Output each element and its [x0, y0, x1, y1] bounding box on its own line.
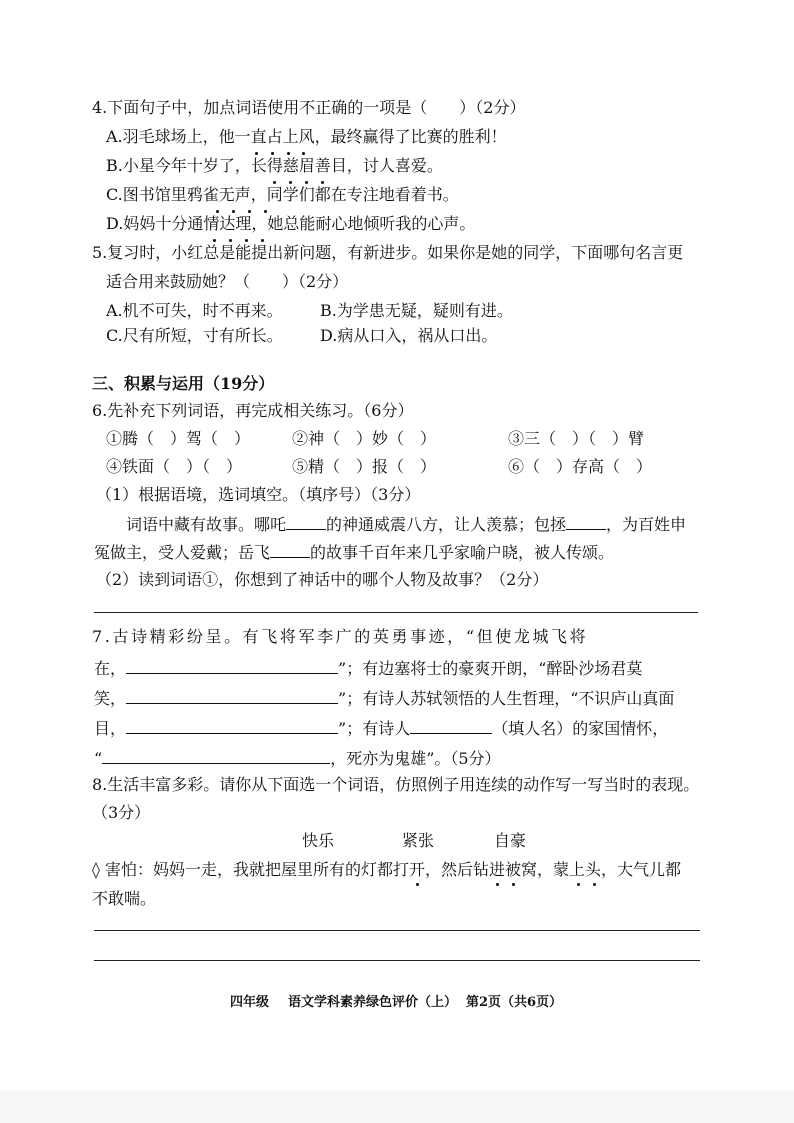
answer-blank[interactable]: [126, 716, 338, 734]
footer-page-number: 第2页（共6页）: [466, 995, 563, 1010]
q7-l5-a: “: [94, 749, 103, 768]
answer-line[interactable]: [94, 960, 700, 961]
q7-line2: [94, 656, 642, 680]
q6-para2-b: 的故事千百年来几乎家喻户晓，被人传颂。: [310, 543, 615, 562]
emphasis-dot: [216, 210, 219, 213]
emphasis-dot: [232, 210, 235, 213]
q7-line4: [94, 716, 668, 740]
q4-option-a: A.羽毛球场上，他一直占上风，最终赢得了比赛的胜利！: [106, 127, 507, 146]
emphasis-dot: [248, 210, 251, 213]
answer-blank[interactable]: [126, 656, 338, 674]
emphasis-dot: [255, 152, 258, 155]
q4-option-d: D.妈妈十分通情达理，她总能耐心地倾听我的心声。: [106, 214, 476, 233]
q7-line5: [94, 746, 501, 770]
q6-para2-a: 冤做主，受人爱戴；岳飞: [94, 543, 271, 562]
answer-blank[interactable]: [102, 746, 330, 764]
emphasis-dot: [305, 181, 308, 184]
scan-bottom-margin: [0, 1090, 794, 1123]
section-3-title: 三、积累与运用（19分）: [92, 374, 275, 393]
answer-blank[interactable]: [410, 716, 492, 734]
emphasis-dot: [302, 152, 305, 155]
footer-subject: 语文学科素养绿色评价（上）: [288, 995, 458, 1010]
q5-option-b: B.为学患无疑，疑则有进。: [320, 301, 513, 320]
answer-blank[interactable]: [286, 512, 326, 530]
answer-blank[interactable]: [270, 540, 310, 558]
answer-blank[interactable]: [126, 686, 338, 704]
emphasis-dot: [273, 181, 276, 184]
q7-l4-c: （填人名）的家国情怀，: [492, 719, 669, 738]
q8-example-line1: ◊ 害怕：妈妈一走，我就把屋里所有的灯都打开，然后钻进被窝，蒙上头，大气儿都: [92, 860, 681, 879]
emphasis-dot: [496, 883, 499, 886]
emphasis-dot: [264, 210, 267, 213]
q6-word-4: ④铁面（ ）（ ）: [106, 457, 243, 476]
answer-line[interactable]: [94, 612, 698, 613]
q7-l4-b: ”；有诗人: [338, 719, 411, 738]
q4-option-c: C.图书馆里鸦雀无声，同学们都在专注地看着书。: [106, 185, 459, 204]
emphasis-dot: [271, 152, 274, 155]
q6-paragraph-line1: [126, 512, 686, 536]
q5-stem-line1: 5.复习时，小红总是能提出新问题，有新进步。如果你是她的同学，下面哪句名言更: [92, 243, 684, 262]
q6-word-6: ⑥（ ）存高（ ）: [508, 457, 653, 476]
q4-stem: 4.下面句子中，加点词语使用不正确的一项是（ ）（2分）: [92, 98, 526, 117]
q5-stem-line2: 适合用来鼓励她？（ ）（2分）: [106, 272, 349, 291]
q6-para1-a: 词语中藏有故事。哪吒: [126, 515, 287, 534]
q6-sub2: （2）读到词语①，你想到了神话中的哪个人物及故事？（2分）: [96, 570, 549, 589]
q7-line3: [94, 686, 674, 710]
q6-word-5: ⑤精（ ）报（ ）: [292, 457, 437, 476]
q7-l2-a: 在，: [94, 659, 127, 678]
q7-l2-b: ”；有边塞将士的豪爽开朗，“醉卧沙场君莫: [338, 659, 643, 678]
q7-l3-b: ”；有诗人苏轼领悟的人生哲理，“不识庐山真面: [338, 689, 675, 708]
q6-word-2: ②神（ ）妙（ ）: [292, 429, 437, 448]
q8-word-3: 自豪: [494, 831, 527, 850]
q7-line1: 7.古诗精彩纷呈。有飞将军李广的英勇事迹，“但使龙城飞将: [92, 627, 589, 646]
emphasis-dot: [287, 152, 290, 155]
q6-para1-b: 的神通威震八方，让人羡慕；包拯: [326, 515, 567, 534]
q8-word-2: 紧张: [402, 831, 435, 850]
emphasis-dot: [416, 883, 419, 886]
q4-option-b: B.小星今年十岁了，长得慈眉善目，讨人喜爱。: [106, 156, 443, 175]
emphasis-dot: [289, 181, 292, 184]
q6-word-1: ①腾（ ）驾（ ）: [106, 429, 251, 448]
q6-paragraph-line2: [94, 540, 614, 564]
emphasis-dot: [321, 181, 324, 184]
q6-para1-c: ，为百姓申: [606, 515, 687, 534]
q7-l5-b: ，死亦为鬼雄”。（5分）: [330, 749, 501, 768]
q7-l3-a: 笑，: [94, 689, 127, 708]
q5-option-a: A.机不可失，时不再来。: [106, 301, 283, 320]
q5-option-c: C.尺有所短，寸有所长。: [106, 326, 283, 345]
q5-option-d: D.病从口入，祸从口出。: [320, 326, 498, 345]
emphasis-dot: [512, 883, 515, 886]
q8-word-1: 快乐: [302, 831, 335, 850]
answer-line[interactable]: [94, 930, 700, 931]
answer-blank[interactable]: [566, 512, 606, 530]
q6-sub1: （1）根据语境，选词填空。（填序号）（3分）: [96, 485, 421, 504]
footer-grade: 四年级: [230, 995, 270, 1010]
q6-stem: 6.先补充下列词语，再完成相关练习。（6分）: [92, 401, 414, 420]
q8-example-line2: 不敢喘。: [92, 889, 157, 908]
q8-stem-line2: （3分）: [92, 803, 151, 822]
emphasis-dot: [577, 883, 580, 886]
q7-l4-a: 目，: [94, 719, 127, 738]
q8-stem-line1: 8.生活丰富多彩。请你从下面选一个词语，仿照例子用连续的动作写一写当时的表现。: [92, 775, 700, 794]
emphasis-dot: [593, 883, 596, 886]
q6-word-3: ③三（ ）（ ）臂: [508, 429, 645, 448]
